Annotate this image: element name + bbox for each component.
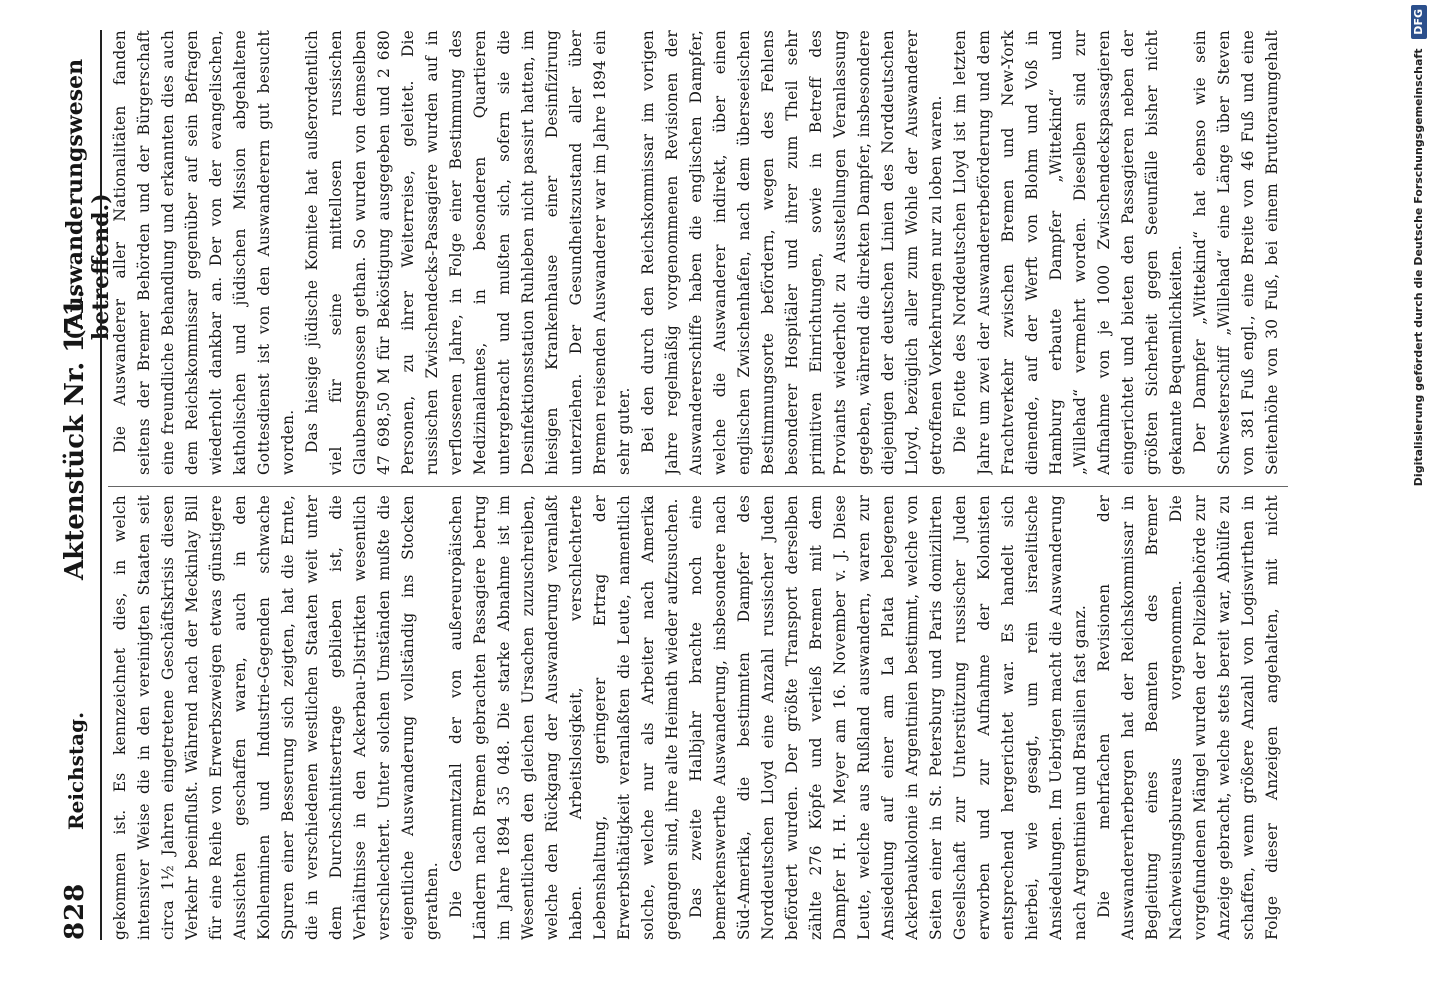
right-text-column xyxy=(108,30,1288,475)
document-number: Aktenstück Nr. 171. xyxy=(60,289,90,580)
paragraph: gekommen ist. Es kennzeichnet dies, in welch intensiver Weise die in den vereinigten Staaten seit circa 1½ Jahren eingetretene Geschäftskrisis diesen Verkehr beeinflußt. Während nach der Meckinlay Bill für eine Reihe von Erwerbszweigen etwas günstigere Aussichten geschaffen waren, auch in den Kohlenminen und Industrie-Gegenden schwache Spuren einer Besserung sich zeigten, hat die Ernte, die in verschiedenen westlichen Staaten weit unter dem Durchschnittsertrage geblieben ist, die Verhältnisse in den Ackerbau-Distrikten wesentlich verschlechtert. Unter solchen Umständen mußte die eigentliche Auswanderung vollständig ins Stocken gerathen. xyxy=(111,495,441,940)
credit-text: Digitalisierung gefördert durch die Deutsche Forschungsgemeinschaft xyxy=(1412,48,1425,487)
left-text-column xyxy=(108,495,1288,940)
paragraph: Die Auswanderer aller Nationalitäten fanden seitens der Bremer Behörden und der Bürgerschaft eine freundliche Behandlung und erkannten dies auch dem Reichskommissar gegenüber auf sein Befragen wiederholt dankbar an. Der von der evangelischen, katholischen und jüdischen Mission abgehaltene Gottesdienst ist von den Auswanderern gut besucht worden. xyxy=(111,30,297,475)
header-rule xyxy=(100,30,102,940)
paragraph: Die Gesammtzahl der von außereuropäischen Ländern nach Bremen gebrachten Passagiere betrug im Jahre 1894 35 048. Die starke Abnahme ist im Wesentlichen den gleichen Ursachen zuzuschreiben, welche den Rückgang der Auswanderung veranlaßt haben. Arbeitslosigkeit, verschlechterte Lebenshaltung, geringerer Ertrag der Erwerbsthätigkeit veranlaßten die Leute, namentlich solche, welche nur als Arbeiter nach Amerika gegangen sind, ihre alte Heimath wieder aufzusuchen. xyxy=(447,495,681,940)
paragraph: Das zweite Halbjahr brachte noch eine bemerkenswerthe Auswanderung, insbesondere nach Süd-Amerika, die bestimmten Dampfer des Norddeutschen Lloyd eine Anzahl russischer Juden befördert wurden. Der größte Transport derselben zählte 276 Köpfe und verließ Bremen mit dem Dampfer H. H. Meyer am 16. November v. J. Diese Leute, welche aus Rußland auswandern, waren zur Ansiedelung auf einer am La Plata belegenen Ackerbaukolonie in Argentinien bestimmt, welche von Seiten einer in St. Petersburg und Paris domizilirten Gesellschaft zur Unterstützung russischer Juden erworben und zur Aufnahme der Kolonisten entsprechend hergerichtet war. Es handelt sich hierbei, wie gesagt, um rein israelitische Ansiedelungen. Im Uebrigen macht die Auswanderung nach Argentinien und Brasilien fast ganz. xyxy=(687,495,1089,940)
digitization-credit xyxy=(1408,5,1430,995)
paragraph: Der Dampfer „Wittekind“ hat ebenso wie sein Schwesterschiff „Willehad“ eine Länge über Steven von 381 Fuß engl., eine Breite von 46 Fuß und eine Seitenhöhe von 30 Fuß, bei einem Bruttoraumgehalt xyxy=(1191,30,1281,475)
paragraph: Die Flotte des Norddeutschen Lloyd ist im letzten Jahre um zwei der Auswandererbeförderung und dem Frachtverkehr zwischen Bremen und New-York dienende, auf der Werft von Blohm und Voß in Hamburg erbaute Dampfer „Wittekind“ und „Willehad“ vermehrt worden. Dieselben sind zur Aufnahme von je 1000 Zwischendeckspassagieren eingerichtet und bieten den Passagieren neben der größten Sicherheit gegen Seeunfälle bisher nicht gekannte Bequemlichkeiten. xyxy=(951,30,1185,475)
paragraph: Bei den durch den Reichskommissar im vorigen Jahre regelmäßig vorgenommenen Revisionen der Auswandererschiffe haben die englischen Dampfer, welche die Auswanderer indirekt, über einen englischen Zwischenhafen, nach dem überseeischen Bestimmungsorte befördern, wegen des Fehlens besonderer Hospitäler und ihrer zum Theil sehr primitiven Einrichtungen, sowie in Betreff des Proviants wiederholt zu Ausstellungen Veranlassung gegeben, während die direkten Dampfer, insbesondere diejenigen der deutschen Linien des Norddeutschen Lloyd, bezüglich aller zum Wohle der Auswanderer getroffenen Vorkehrungen nur zu loben waren. xyxy=(639,30,945,475)
chamber-title: Reichstag. xyxy=(64,711,88,830)
running-header xyxy=(50,30,114,940)
paragraph: Die mehrfachen Revisionen der Auswandererherbergen hat der Reichskommissar in Begleitung eines Beamten des Bremer Nachweisungsbureaus vorgenommen. Die vorgefundenen Mängel wurden der Polizeibehörde zur Anzeige gebracht, welche stets bereit war, Abhülfe zu schaffen, wenn größere Anzahl von Logiswirthen in Folge dieser Anzeigen angehalten, mit nicht xyxy=(1095,495,1281,940)
paragraph: Das hiesige jüdische Komitee hat außerordentlich viel für seine mittellosen russischen Glaubensgenossen gethan. So wurden von demselben 47 698,50 M für Beköstigung ausgegeben und 2 680 Personen, zu ihrer Weiterreise, geleitet. Die russischen Zwischendecks-Passagiere wurden auf in verflossenen Jahre, in Folge einer Bestimmung des Medizinalamtes, in besonderen Quartieren untergebracht und mußten sich, sofern sie die Desinfektionsstation Ruhleben nicht passirt hatten, im hiesigen Krankenhause einer Desinfizirung unterziehen. Der Gesundheitszustand aller über Bremen reisenden Auswanderer war im Jahre 1894 ein sehr guter. xyxy=(303,30,633,475)
document-subject: (Auswanderungswesen betreffend.) xyxy=(62,58,114,340)
column-divider xyxy=(108,486,1288,487)
page-number: 828 xyxy=(60,882,90,940)
dfg-logo-badge: DFG xyxy=(1411,5,1427,39)
